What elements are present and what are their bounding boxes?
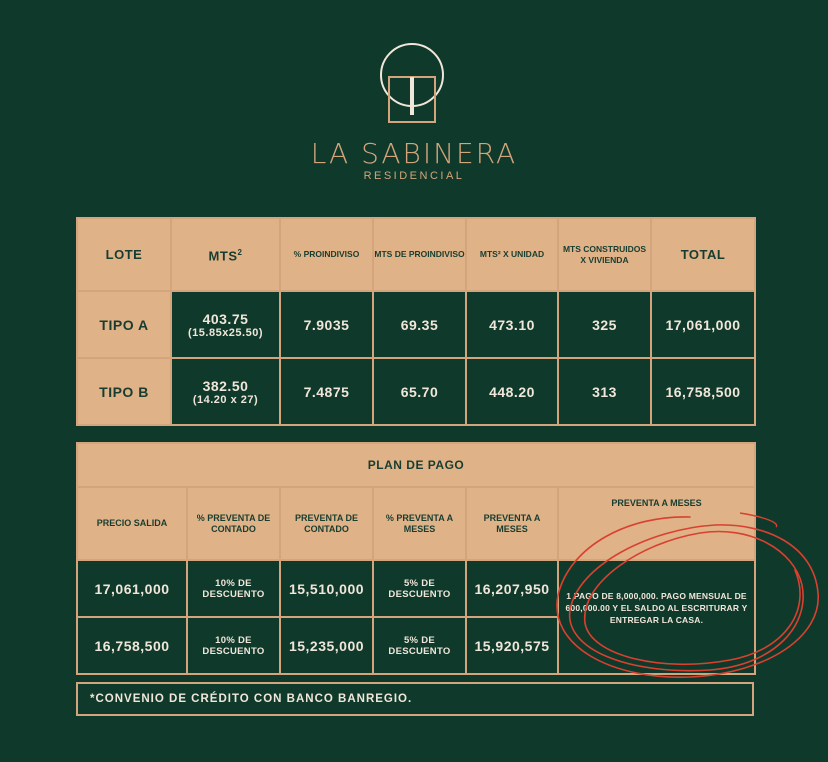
header-mts-sup: 2 — [237, 248, 243, 258]
mts-dims: (15.85x25.50) — [188, 326, 263, 339]
table-row — [77, 291, 755, 358]
plan-title-row — [77, 443, 755, 487]
mts-value: 382.50 — [202, 377, 249, 394]
contado-cell: 15,235,000 — [280, 617, 373, 674]
table-row — [77, 560, 755, 617]
header-proindiviso-pct: % PROINDIVISO — [280, 218, 373, 291]
mts-value: 403.75 — [202, 310, 249, 327]
plan-pago-table — [76, 442, 756, 675]
pct-meses-cell: 5% DE DESCUENTO — [373, 560, 466, 617]
mts-unidad-cell: 448.20 — [466, 358, 558, 425]
total-cell: 16,758,500 — [651, 358, 755, 425]
brand-name: LA SABINERA — [310, 137, 518, 170]
lote-label: TIPO A — [77, 291, 171, 358]
meses-cell: 16,207,950 — [466, 560, 558, 617]
lotes-table — [76, 217, 756, 426]
header-mts-text: MTS — [208, 248, 238, 264]
pct-cell: 7.9035 — [280, 291, 373, 358]
lotes-header-row — [77, 218, 755, 291]
plan-header-row — [77, 487, 755, 560]
header-lote: LOTE — [77, 218, 171, 291]
header-mts-proindiviso: MTS DE PROINDIVISO — [373, 218, 466, 291]
lote-label: TIPO B — [77, 358, 171, 425]
payment-note: 1 PAGO DE 8,000,000. PAGO MENSUAL DE 600,000.00 Y EL SALDO AL ESCRITURAR Y ENTREGAR LA CASA. — [558, 560, 755, 674]
header-total: TOTAL — [651, 218, 755, 291]
precio-cell: 17,061,000 — [77, 560, 187, 617]
mts-unidad-cell: 473.10 — [466, 291, 558, 358]
brand-subtitle: RESIDENCIAL — [363, 170, 465, 182]
footer-note — [76, 682, 754, 716]
meses-cell: 15,920,575 — [466, 617, 558, 674]
mts-pro-cell: 69.35 — [373, 291, 466, 358]
header-mts-unidad: MTS² X UNIDAD — [466, 218, 558, 291]
brand-logo — [370, 40, 450, 130]
contado-cell: 15,510,000 — [280, 560, 373, 617]
header-contado: PREVENTA DE CONTADO — [280, 487, 373, 560]
pct-contado-cell: 10% DE DESCUENTO — [187, 560, 280, 617]
header-construidos: MTS CONSTRUIDOS X VIVIENDA — [558, 218, 651, 291]
header-mts — [171, 218, 280, 291]
precio-cell: 16,758,500 — [77, 617, 187, 674]
footer-text: *CONVENIO DE CRÉDITO CON BANCO BANREGIO. — [90, 693, 413, 705]
table-row — [77, 358, 755, 425]
pct-contado-cell: 10% DE DESCUENTO — [187, 617, 280, 674]
mts-pro-cell: 65.70 — [373, 358, 466, 425]
header-pct-meses: % PREVENTA A MESES — [373, 487, 466, 560]
construidos-cell: 325 — [558, 291, 651, 358]
pct-cell: 7.4875 — [280, 358, 373, 425]
construidos-cell: 313 — [558, 358, 651, 425]
mts-cell — [171, 358, 280, 425]
total-cell: 17,061,000 — [651, 291, 755, 358]
mts-cell — [171, 291, 280, 358]
pct-meses-cell: 5% DE DESCUENTO — [373, 617, 466, 674]
header-meses-2: PREVENTA A MESES — [558, 487, 755, 560]
header-pct-contado: % PREVENTA DE CONTADO — [187, 487, 280, 560]
mts-dims: (14.20 x 27) — [192, 393, 259, 406]
plan-title: PLAN DE PAGO — [77, 443, 755, 487]
header-meses: PREVENTA A MESES — [466, 487, 558, 560]
header-precio: PRECIO SALIDA — [77, 487, 187, 560]
